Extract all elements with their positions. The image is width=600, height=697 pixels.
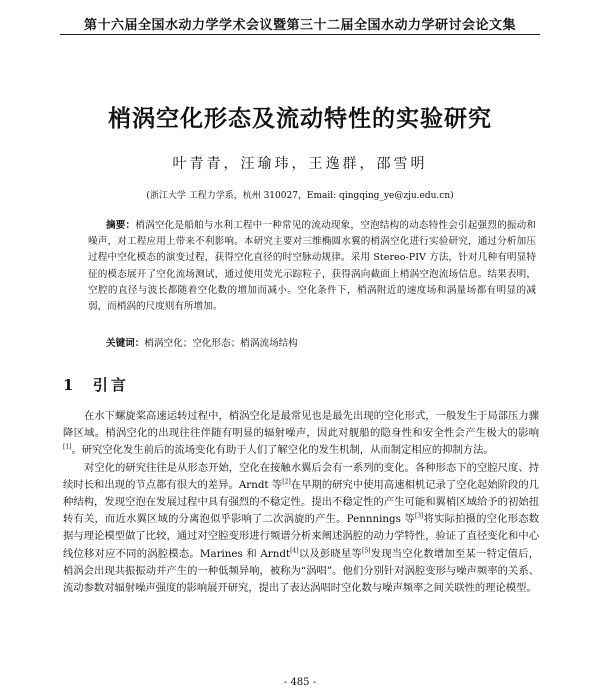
citation-ref: [3] xyxy=(414,512,424,520)
citation-ref: [2] xyxy=(282,478,291,486)
keywords xyxy=(106,335,526,349)
affiliation: (浙江大学 工程力学系，杭州 310027，Email: qingqing_ye@zju.edu.cn) xyxy=(146,191,454,201)
paragraph-text: 以及彭晓星等 xyxy=(298,547,362,560)
paragraph-text: 发现当空化数增加至某一特定值后，梢涡会出现共振振动并产生的一种低频异响，被称为“涡唱”。他们分别针对涡腔变形与噪声频率的关系、流动参数对辐射噪声强度的影响展开研究，提出了表达涡唱时空化数与噪声频率之间关联性的理论模型。 xyxy=(63,547,539,595)
citation-ref: [5] xyxy=(362,547,371,555)
paragraph-text: 在早期的研究中使用高速相机记录了空化起始阶段的几种结构，发现空泡在发展过程中具有强烈的不稳定性。提出不稳定性的产生可能和翼梢区域给予的初始扭转有关，而近水翼区域的分离泡似乎影响了二次涡旋的产生。Pennnings 等 xyxy=(63,478,539,526)
introduction-body xyxy=(63,408,539,597)
abstract-label: 摘要： xyxy=(106,220,136,231)
paragraph-text: 在水下螺旋桨高速运转过程中，梢涡空化是最常见也是最先出现的空化形式，一般发生于局部压力骤降区域。梢涡空化的出现往往伴随有明显的辐射噪声，因此对舰船的隐身性和安全性会产生极大的影响 xyxy=(63,410,539,440)
keywords-text: 梢涡空化；空化形态；梢涡流场结构 xyxy=(144,338,298,349)
paragraph-text: 。研究空化发生前后的流场变化有助于人们了解空化的发生机制，从而制定相应的抑制方法。 xyxy=(71,444,494,457)
paper-title: 梢涡空化形态及流动特性的实验研究 xyxy=(108,106,492,132)
citation-ref: [4] xyxy=(290,547,299,555)
section-heading xyxy=(63,374,129,395)
section-title: 引言 xyxy=(92,376,129,394)
keywords-label: 关键词： xyxy=(106,338,145,349)
running-header: 第十六届全国水动力学学术会议暨第三十二届全国水动力学研讨会论文集 xyxy=(83,18,516,33)
page-number: - 485 - xyxy=(283,677,317,688)
paragraph-text: 将实际拍摄的空化形态数据与理论模型做了比较，通过对空腔变形进行频谱分析来阐述涡腔的动力学特性，验证了直径变化和中心线位移对应不同的涡腔模态。Marines 和 Arndt xyxy=(63,513,540,560)
body-paragraph xyxy=(63,408,539,460)
citation-ref: [1] xyxy=(63,443,72,451)
paragraph-text: 对空化的研究往往是从形态开始，空化在接触水翼后会有一系列的变化。各种形态下的空腔尺度、持续时长和出现的节点都有很大的差异。Arndt 等 xyxy=(63,461,539,491)
abstract-text: 梢涡空化是船舶与水利工程中一种常见的流动现象，空泡结构的动态特性会引起强烈的振动和噪声，对工程应用上带来不利影响。本研究主要对三维椭圆水翼的梢涡空化进行实验研究，通过分析加压过程中空化模态的演变过程，获得空化直径的时空脉动规律。采用 Stereo-PIV 方法，针对几种有明显特征的模态展开了空化流场测试，通过使用荧光示踪粒子，获得涡向截面上梢涡空泡流场信息。结果表明，空腔的直径与波长都随着空化数的增加而减小。空化条件下，梢涡附近的速度场和涡量场都有明显的减弱，而梢涡的尺度则有所增加。 xyxy=(88,220,537,313)
section-number: 1 xyxy=(63,376,77,394)
abstract xyxy=(88,218,536,315)
body-paragraph xyxy=(63,460,539,598)
header-divider xyxy=(60,34,540,35)
author-list: 叶青青，汪瑜玮，王逸群，邵雪明 xyxy=(172,156,428,172)
